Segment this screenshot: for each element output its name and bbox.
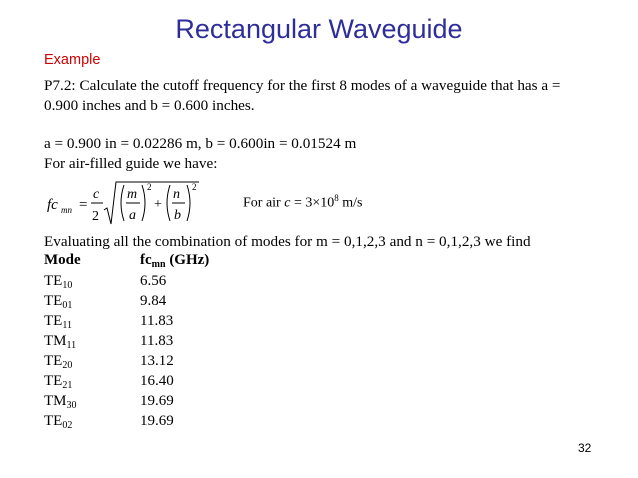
mode-cell: $TE_{01}$ — [44, 293, 73, 311]
mode-cell: $TM_{30}$ — [44, 393, 77, 411]
table-header-mode: Mode — [44, 252, 81, 268]
formula-b: b — [174, 208, 181, 223]
table-row — [0, 273, 638, 293]
air-speed-note — [243, 193, 362, 212]
formula-m: m — [127, 187, 138, 202]
mode-cell: $TE_{10}$ — [44, 273, 73, 291]
formula-paren-close-2 — [187, 185, 190, 221]
cutoff-formula-graphic — [44, 179, 214, 227]
air-note-eq: = 3×10 — [290, 195, 335, 211]
table-header-fc-sub: mn — [151, 259, 166, 270]
table-row — [0, 333, 638, 353]
formula-lhs-sub: mn — [61, 205, 72, 215]
given-medium: For air-filled guide we have: — [44, 155, 218, 172]
problem-line-2: 0.900 inches and b = 0.600 inches. — [44, 97, 255, 114]
mode-cell: $TE_{02}$ — [44, 413, 73, 431]
formula-lhs: fc — [47, 197, 58, 213]
fc-cell: 9.84 — [140, 293, 167, 309]
formula-two: 2 — [92, 209, 99, 224]
formula-n: n — [173, 187, 180, 202]
mode-cell: $TE_{11}$ — [44, 313, 72, 331]
table-row — [0, 293, 638, 313]
cutoff-formula — [44, 179, 214, 227]
problem-line-1: P7.2: Calculate the cutoff frequency for the first 8 modes of a waveguide that has a = — [44, 77, 561, 94]
fc-cell: 13.12 — [140, 353, 174, 369]
table-row — [0, 393, 638, 413]
air-note-c: c — [284, 195, 291, 211]
fc-cell: 19.69 — [140, 393, 174, 409]
formula-eq: = — [79, 197, 88, 213]
fc-cell: 16.40 — [140, 373, 174, 389]
air-note-exp: 8 — [334, 193, 339, 203]
table-row — [0, 353, 638, 373]
formula-paren-open-1 — [121, 185, 124, 221]
fc-cell: 11.83 — [140, 333, 174, 349]
mode-cell: $TE_{20}$ — [44, 353, 73, 371]
formula-paren-open-2 — [167, 185, 170, 221]
slide-title: Rectangular Waveguide — [175, 14, 463, 44]
air-note-prefix: For air — [243, 195, 285, 211]
mode-cell: $TE_{21}$ — [44, 373, 73, 391]
formula-sq-1: 2 — [147, 182, 152, 192]
fc-cell: 19.69 — [140, 413, 174, 429]
formula-paren-close-1 — [142, 185, 145, 221]
fc-cell: 11.83 — [140, 313, 174, 329]
formula-sq-2: 2 — [192, 182, 197, 192]
table-header-fc-unit: (GHz) — [165, 252, 210, 268]
table-row — [0, 413, 638, 433]
formula-c: c — [93, 187, 100, 202]
given-dimensions: a = 0.900 in = 0.02286 m, b = 0.600in = 0.01524 m — [44, 135, 357, 152]
formula-a: a — [129, 208, 136, 223]
table-header-fc — [140, 252, 209, 270]
formula-plus: + — [154, 197, 162, 212]
table-row — [0, 373, 638, 393]
fc-cell: 6.56 — [140, 273, 167, 289]
air-note-unit: m/s — [338, 195, 363, 211]
page-number: 32 — [578, 441, 592, 455]
evaluating-text: Evaluating all the combination of modes for m = 0,1,2,3 and n = 0,1,2,3 we find — [44, 233, 531, 250]
table-header-fc-base: fc — [140, 252, 152, 268]
slide-subtitle: Example — [44, 52, 101, 68]
mode-cell: $TM_{11}$ — [44, 333, 77, 351]
table-row — [0, 313, 638, 333]
